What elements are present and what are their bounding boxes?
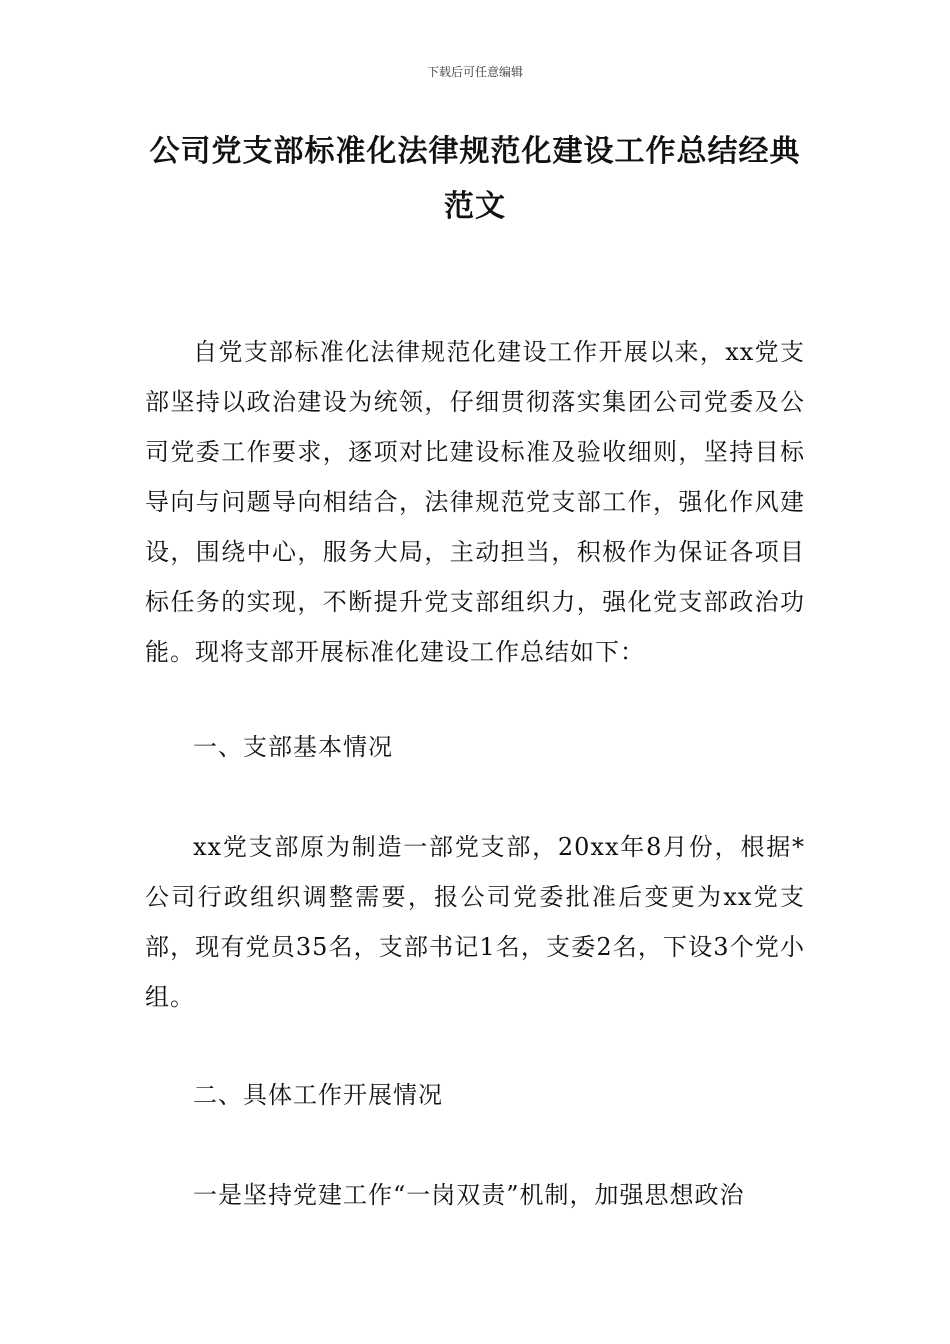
document-title: 公司党支部标准化法律规范化建设工作总结经典范文	[149, 134, 801, 224]
paragraph-work-1: 一是坚持党建工作“一岗双责”机制，加强思想政治	[193, 1181, 745, 1209]
section-heading-work-progress: 二、具体工作开展情况	[193, 1081, 443, 1109]
paragraph-basic-info: xx党支部原为制造一部党支部，20xx年8月份，根据*公司行政组织调整需要，报公司党委批准后变更为xx党支部，现有党员35名，支部书记1名，支委2名，下设3个党小组。	[145, 833, 805, 1011]
paragraph-intro: 自党支部标准化法律规范化建设工作开展以来，xx党支部坚持以政治建设为统领，仔细贯彻落实集团公司党委及公司党委工作要求，逐项对比建设标准及验收细则，坚持目标导向与问题导向相结合，法律规范党支部工作，强化作风建设，围绕中心，服务大局，主动担当，积极作为保证各项目标任务的实现，不断提升党支部组织力，强化党支部政治功能。现将支部开展标准化建设工作总结如下：	[145, 338, 805, 666]
section-heading-basic-info: 一、支部基本情况	[193, 733, 393, 761]
header-note: 下载后可任意编辑	[426, 65, 523, 79]
